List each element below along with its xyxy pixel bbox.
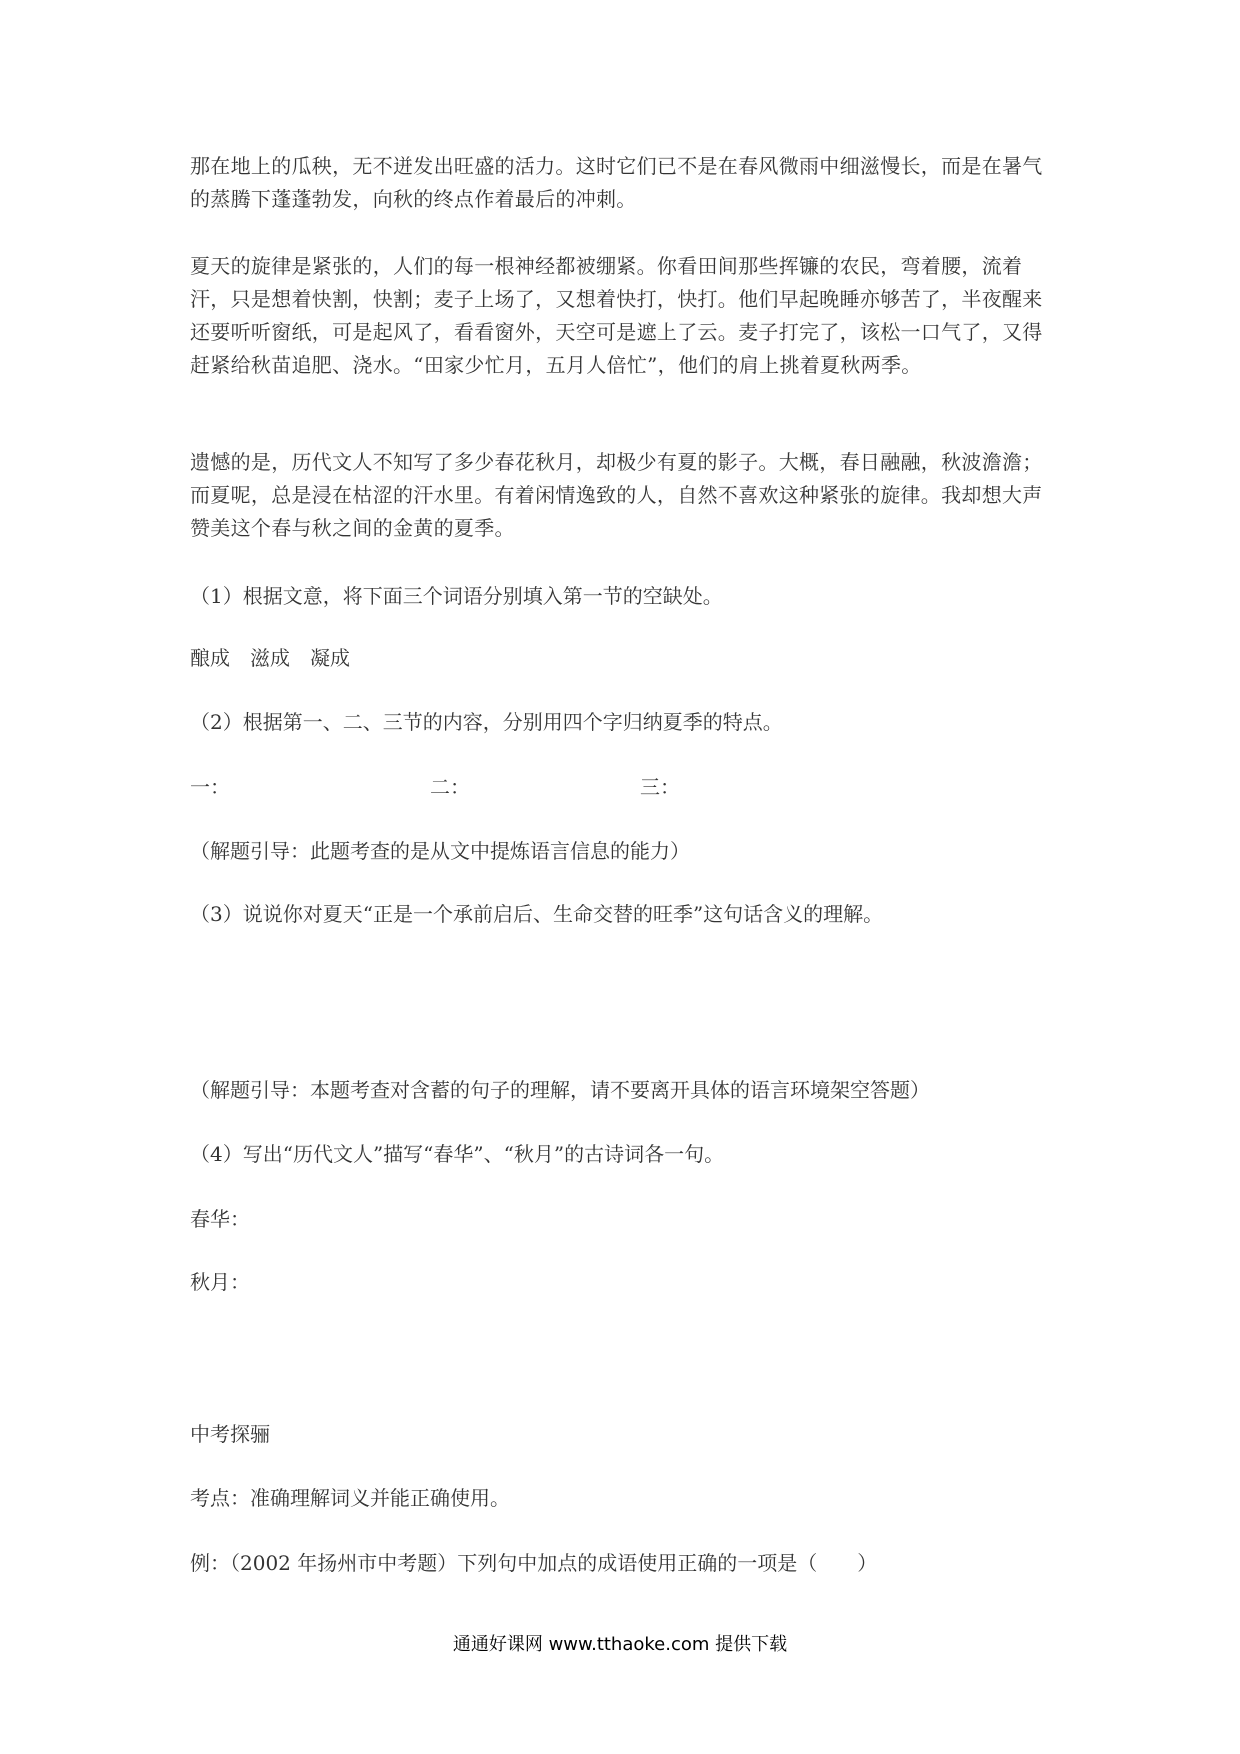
exam-point: 考点：准确理解词义并能正确使用。: [190, 1486, 510, 1510]
question-2-hint: （解题引导：此题考查的是从文中提炼语言信息的能力）: [190, 839, 690, 863]
question-2-blank-2: 二：: [430, 775, 470, 799]
question-2: （2）根据第一、二、三节的内容，分别用四个字归纳夏季的特点。: [190, 710, 783, 734]
footer-text: 通通好课网 www.tthaoke.com 提供下载: [452, 1634, 788, 1655]
question-4-spring: 春华：: [190, 1207, 250, 1231]
question-1: （1）根据文意，将下面三个词语分别填入第一节的空缺处。: [190, 584, 723, 608]
question-3-hint: （解题引导：本题考查对含蓄的句子的理解，请不要离开具体的语言环境架空答题）: [190, 1078, 930, 1102]
section-title: 中考探骊: [190, 1422, 270, 1446]
question-2-blank-3: 三：: [640, 775, 680, 799]
question-3: （3）说说你对夏天“正是一个承前启后、生命交替的旺季”这句话含义的理解。: [190, 902, 884, 926]
question-4: （4）写出“历代文人”描写“春华”、“秋月”的古诗词各一句。: [190, 1142, 725, 1166]
question-2-blank-1: 一：: [190, 775, 230, 799]
paragraph-2: 夏天的旋律是紧张的，人们的每一根神经都被绷紧。你看田间那些挥镰的农民，弯着腰，流着汗，只是想着快割，快割；麦子上场了，又想着快打，快打。他们早起晚睡亦够苦了，半夜醒来还要听听窗纸，可是起风了，看看窗外，天空可是遮上了云。麦子打完了，该松一口气了，又得赶紧给秋苗追肥、浇水。“田家少忙月，五月人倍忙”，他们的肩上挑着夏秋两季。: [190, 254, 1043, 377]
paragraph-1: 那在地上的瓜秧，无不迸发出旺盛的活力。这时它们已不是在春风微雨中细滋慢长，而是在暑气的蒸腾下蓬蓬勃发，向秋的终点作着最后的冲刺。: [190, 154, 1043, 211]
paragraph-3: 遗憾的是，历代文人不知写了多少春花秋月，却极少有夏的影子。大概，春日融融，秋波澹澹；而夏呢，总是浸在枯涩的汗水里。有着闲情逸致的人，自然不喜欢这种紧张的旋律。我却想大声赞美这个春与秋之间的金黄的夏季。: [190, 450, 1043, 540]
question-4-autumn: 秋月：: [190, 1270, 250, 1294]
question-1-words: 酿成 滋成 凝成: [190, 646, 350, 670]
exam-example: 例：（2002 年扬州市中考题）下列句中加点的成语使用正确的一项是（ ）: [190, 1551, 878, 1575]
